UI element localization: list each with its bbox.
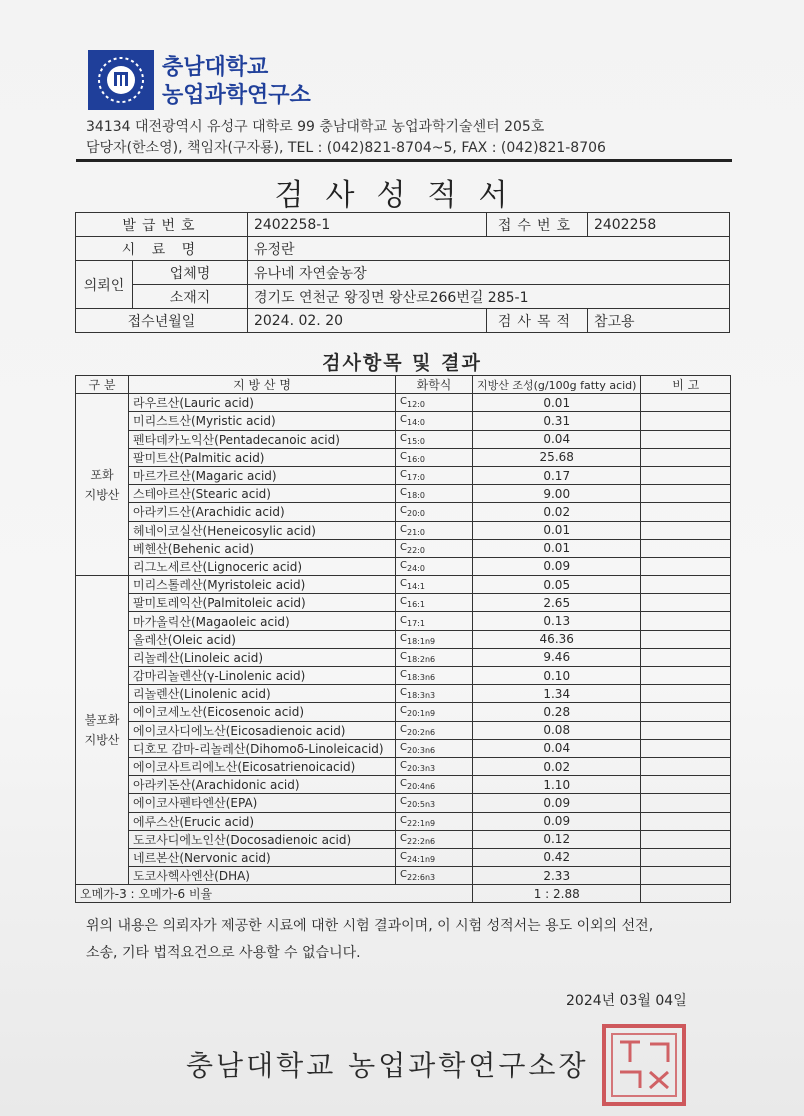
chemical-formula: $C_{20:4n6}$ bbox=[396, 776, 473, 794]
org-address: 34134 대전광역시 유성구 대학로 99 충남대학교 농업과학기술센터 205호 bbox=[86, 119, 545, 135]
note-cell bbox=[641, 776, 731, 794]
note-cell bbox=[641, 830, 731, 848]
chemical-formula: $C_{16:0}$ bbox=[396, 448, 473, 466]
chemical-formula: $C_{24:0}$ bbox=[396, 557, 473, 575]
table-row bbox=[76, 630, 731, 648]
note-cell bbox=[641, 721, 731, 739]
note-cell bbox=[641, 521, 731, 539]
chemical-formula: $C_{18:3n3}$ bbox=[396, 685, 473, 703]
composition-value: 0.02 bbox=[473, 757, 641, 775]
org-name-line1: 충남대학교 bbox=[162, 55, 269, 80]
composition-value: 0.28 bbox=[473, 703, 641, 721]
table-row bbox=[76, 448, 731, 466]
fatty-acid-name: 마르가르산(Magaric acid) bbox=[129, 466, 396, 484]
omega-ratio-label: 오메가-3 : 오메가-6 비율 bbox=[76, 885, 473, 903]
fatty-acid-name: 팔미트산(Palmitic acid) bbox=[129, 448, 396, 466]
company-label: 업체명 bbox=[133, 261, 248, 285]
note-cell bbox=[641, 594, 731, 612]
col-header-group: 구 분 bbox=[76, 376, 129, 394]
fatty-acid-name: 리놀레산(Linoleic acid) bbox=[129, 648, 396, 666]
col-header-name: 지 방 산 명 bbox=[129, 376, 396, 394]
fatty-acid-name: 헤네이코실산(Heneicosylic acid) bbox=[129, 521, 396, 539]
official-seal-icon bbox=[600, 1022, 688, 1108]
table-row bbox=[76, 503, 731, 521]
fatty-acid-name: 올레산(Oleic acid) bbox=[129, 630, 396, 648]
chemical-formula: $C_{14:0}$ bbox=[396, 412, 473, 430]
university-emblem-icon bbox=[86, 48, 156, 112]
note-cell bbox=[641, 867, 731, 885]
purpose-value: 참고용 bbox=[587, 309, 729, 333]
note-cell bbox=[641, 503, 731, 521]
location-label: 소재지 bbox=[133, 285, 248, 309]
composition-value: 0.01 bbox=[473, 394, 641, 412]
table-row bbox=[76, 812, 731, 830]
fatty-acid-name: 리그노세르산(Lignoceric acid) bbox=[129, 557, 396, 575]
composition-value: 0.12 bbox=[473, 830, 641, 848]
omega-ratio-note bbox=[641, 885, 731, 903]
composition-value: 0.17 bbox=[473, 466, 641, 484]
chemical-formula: $C_{24:1n9}$ bbox=[396, 848, 473, 866]
composition-value: 0.01 bbox=[473, 521, 641, 539]
table-row bbox=[76, 412, 731, 430]
chemical-formula: $C_{20:0}$ bbox=[396, 503, 473, 521]
purpose-label: 검사목적 bbox=[486, 309, 587, 333]
composition-value: 0.01 bbox=[473, 539, 641, 557]
composition-value: 0.02 bbox=[473, 503, 641, 521]
issue-no-label: 발급번호 bbox=[76, 213, 248, 237]
fatty-acid-name: 베헨산(Behenic acid) bbox=[129, 539, 396, 557]
table-row bbox=[76, 721, 731, 739]
composition-value: 0.42 bbox=[473, 848, 641, 866]
chemical-formula: $C_{22:2n6}$ bbox=[396, 830, 473, 848]
fatty-acid-name: 펜타데카노익산(Pentadecanoic acid) bbox=[129, 430, 396, 448]
receipt-no-label: 접수번호 bbox=[486, 213, 587, 237]
sample-value: 유정란 bbox=[247, 237, 729, 261]
chemical-formula: $C_{16:1}$ bbox=[396, 594, 473, 612]
composition-value: 1.10 bbox=[473, 776, 641, 794]
note-cell bbox=[641, 466, 731, 484]
composition-value: 9.00 bbox=[473, 485, 641, 503]
table-row bbox=[76, 776, 731, 794]
fatty-acid-name: 에이코사펜타엔산(EPA) bbox=[129, 794, 396, 812]
fatty-acid-name: 디호모 감마-리놀레산(Dihomoδ-Linoleicacid) bbox=[129, 739, 396, 757]
composition-value: 2.65 bbox=[473, 594, 641, 612]
receipt-date-label: 접수년월일 bbox=[76, 309, 248, 333]
note-cell bbox=[641, 757, 731, 775]
fatty-acid-name: 에이코사디에노산(Eicosadienoic acid) bbox=[129, 721, 396, 739]
note-cell bbox=[641, 430, 731, 448]
table-row bbox=[76, 612, 731, 630]
table-row bbox=[76, 757, 731, 775]
chemical-formula: $C_{20:5n3}$ bbox=[396, 794, 473, 812]
table-row bbox=[76, 466, 731, 484]
receipt-no-value: 2402258 bbox=[587, 213, 729, 237]
note-cell bbox=[641, 394, 731, 412]
table-row bbox=[76, 521, 731, 539]
composition-value: 0.10 bbox=[473, 667, 641, 685]
table-row bbox=[76, 739, 731, 757]
fatty-acid-name: 에이코세노산(Eicosenoic acid) bbox=[129, 703, 396, 721]
note-cell bbox=[641, 612, 731, 630]
chemical-formula: $C_{17:1}$ bbox=[396, 612, 473, 630]
note-cell bbox=[641, 648, 731, 666]
fatty-acid-name: 미리스톨레산(Myristoleic acid) bbox=[129, 576, 396, 594]
note-cell bbox=[641, 485, 731, 503]
chemical-formula: $C_{20:2n6}$ bbox=[396, 721, 473, 739]
col-header-value: 지방산 조성(g/100g fatty acid) bbox=[473, 376, 641, 394]
chemical-formula: $C_{22:0}$ bbox=[396, 539, 473, 557]
header-divider bbox=[76, 159, 732, 162]
omega-ratio-value: 1 : 2.88 bbox=[473, 885, 641, 903]
table-row bbox=[76, 576, 731, 594]
chemical-formula: $C_{18:0}$ bbox=[396, 485, 473, 503]
note-cell bbox=[641, 539, 731, 557]
notice-line-1: 위의 내용은 의뢰자가 제공한 시료에 대한 시험 결과이며, 이 시험 성적서는 용도 이외의 선전, bbox=[86, 918, 654, 934]
document-title: 검사성적서 bbox=[274, 178, 530, 213]
composition-value: 0.09 bbox=[473, 557, 641, 575]
note-cell bbox=[641, 848, 731, 866]
report-info-table bbox=[75, 212, 730, 333]
table-row bbox=[76, 485, 731, 503]
fatty-acid-name: 에루스산(Erucic acid) bbox=[129, 812, 396, 830]
fatty-acid-name: 아라키돈산(Arachidonic acid) bbox=[129, 776, 396, 794]
chemical-formula: $C_{22:6n3}$ bbox=[396, 867, 473, 885]
org-contact: 담당자(한소영), 책임자(구자룡), TEL : (042)821-8704~5, FAX : (042)821-8706 bbox=[86, 140, 606, 156]
chemical-formula: $C_{17:0}$ bbox=[396, 466, 473, 484]
receipt-date-value: 2024. 02. 20 bbox=[247, 309, 486, 333]
fatty-acid-results-table bbox=[75, 375, 731, 903]
company-value: 유나네 자연숲농장 bbox=[247, 261, 729, 285]
composition-value: 9.46 bbox=[473, 648, 641, 666]
note-cell bbox=[641, 794, 731, 812]
issue-no-value: 2402258-1 bbox=[247, 213, 486, 237]
composition-value: 0.13 bbox=[473, 612, 641, 630]
composition-value: 0.04 bbox=[473, 430, 641, 448]
issue-date: 2024년 03월 04일 bbox=[566, 993, 687, 1009]
table-row bbox=[76, 648, 731, 666]
note-cell bbox=[641, 685, 731, 703]
note-cell bbox=[641, 412, 731, 430]
chemical-formula: $C_{14:1}$ bbox=[396, 576, 473, 594]
composition-value: 1.34 bbox=[473, 685, 641, 703]
fatty-acid-name: 미리스트산(Myristic acid) bbox=[129, 412, 396, 430]
fatty-acid-name: 리놀렌산(Linolenic acid) bbox=[129, 685, 396, 703]
col-header-note: 비 고 bbox=[641, 376, 731, 394]
notice-line-2: 소송, 기타 법적요건으로 사용할 수 없습니다. bbox=[86, 945, 361, 961]
note-cell bbox=[641, 557, 731, 575]
note-cell bbox=[641, 703, 731, 721]
note-cell bbox=[641, 576, 731, 594]
fatty-acid-name: 팔미토레익산(Palmitoleic acid) bbox=[129, 594, 396, 612]
results-section-title: 검사항목 및 결과 bbox=[322, 352, 482, 374]
chemical-formula: $C_{20:1n9}$ bbox=[396, 703, 473, 721]
composition-value: 46.36 bbox=[473, 630, 641, 648]
org-name-line2: 농업과학연구소 bbox=[162, 83, 311, 108]
sample-label: 시 료 명 bbox=[76, 237, 248, 261]
client-label: 의뢰인 bbox=[76, 261, 133, 309]
chemical-formula: $C_{12:0}$ bbox=[396, 394, 473, 412]
fatty-acid-name: 라우르산(Lauric acid) bbox=[129, 394, 396, 412]
fatty-acid-name: 도코사디에노인산(Docosadienoic acid) bbox=[129, 830, 396, 848]
table-row bbox=[76, 594, 731, 612]
composition-value: 0.09 bbox=[473, 794, 641, 812]
fatty-acid-name: 아라키드산(Arachidic acid) bbox=[129, 503, 396, 521]
table-row bbox=[76, 667, 731, 685]
location-value: 경기도 연천군 왕징면 왕산로266번길 285-1 bbox=[247, 285, 729, 309]
table-row bbox=[76, 848, 731, 866]
chemical-formula: $C_{18:3n6}$ bbox=[396, 667, 473, 685]
fatty-acid-name: 스테아르산(Stearic acid) bbox=[129, 485, 396, 503]
fatty-acid-name: 네르본산(Nervonic acid) bbox=[129, 848, 396, 866]
chemical-formula: $C_{18:1n9}$ bbox=[396, 630, 473, 648]
fatty-acid-name: 감마리놀렌산(γ-Linolenic acid) bbox=[129, 667, 396, 685]
table-row bbox=[76, 394, 731, 412]
composition-value: 2.33 bbox=[473, 867, 641, 885]
note-cell bbox=[641, 630, 731, 648]
chemical-formula: $C_{22:1n9}$ bbox=[396, 812, 473, 830]
table-row bbox=[76, 794, 731, 812]
table-row bbox=[76, 430, 731, 448]
chemical-formula: $C_{20:3n3}$ bbox=[396, 757, 473, 775]
chemical-formula: $C_{20:3n6}$ bbox=[396, 739, 473, 757]
table-row bbox=[76, 557, 731, 575]
composition-value: 0.05 bbox=[473, 576, 641, 594]
table-row bbox=[76, 867, 731, 885]
signer-name: 충남대학교 농업과학연구소장 bbox=[186, 1049, 589, 1082]
fatty-acid-name: 에이코사트리에노산(Eicosatrienoicacid) bbox=[129, 757, 396, 775]
table-row bbox=[76, 830, 731, 848]
chemical-formula: $C_{15:0}$ bbox=[396, 430, 473, 448]
saturated-group-label: 포화 지방산 bbox=[76, 394, 129, 576]
fatty-acid-name: 마가올릭산(Magaoleic acid) bbox=[129, 612, 396, 630]
note-cell bbox=[641, 739, 731, 757]
table-row bbox=[76, 539, 731, 557]
fatty-acid-name: 도코사헥사엔산(DHA) bbox=[129, 867, 396, 885]
composition-value: 0.09 bbox=[473, 812, 641, 830]
chemical-formula: $C_{21:0}$ bbox=[396, 521, 473, 539]
composition-value: 0.04 bbox=[473, 739, 641, 757]
composition-value: 25.68 bbox=[473, 448, 641, 466]
unsaturated-group-label: 불포화 지방산 bbox=[76, 576, 129, 885]
results-body bbox=[76, 394, 731, 885]
table-row bbox=[76, 685, 731, 703]
col-header-formula: 화학식 bbox=[396, 376, 473, 394]
table-row bbox=[76, 703, 731, 721]
note-cell bbox=[641, 448, 731, 466]
chemical-formula: $C_{18:2n6}$ bbox=[396, 648, 473, 666]
composition-value: 0.31 bbox=[473, 412, 641, 430]
note-cell bbox=[641, 667, 731, 685]
note-cell bbox=[641, 812, 731, 830]
composition-value: 0.08 bbox=[473, 721, 641, 739]
